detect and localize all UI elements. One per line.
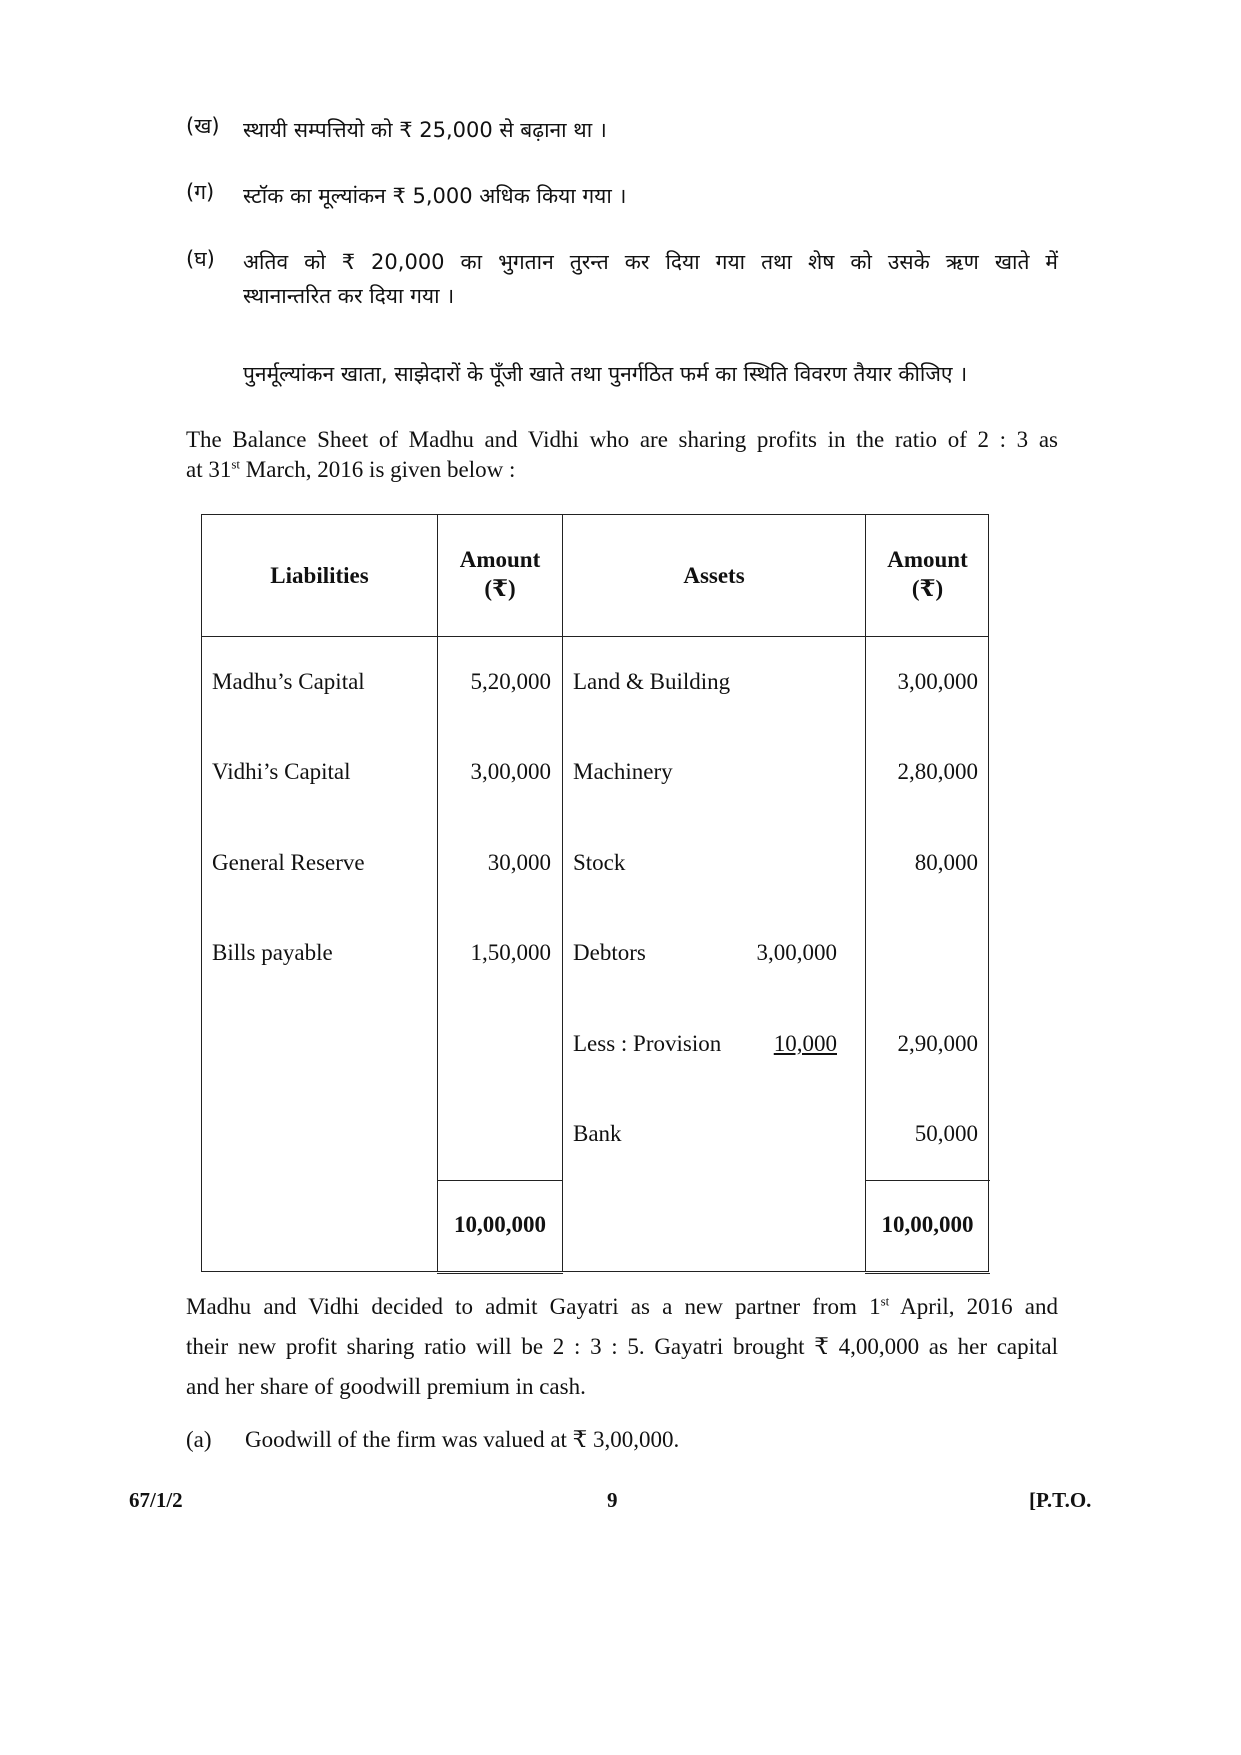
intro-text: at 31: [186, 457, 232, 482]
header-assets: Assets: [683, 563, 745, 588]
header-amount-left: [438, 545, 562, 603]
header-divider: [202, 636, 988, 637]
asset-amount: 3,00,000: [897, 669, 978, 694]
header-currency: (₹): [484, 576, 516, 601]
header-liabilities: Liabilities: [270, 563, 369, 588]
hindi-item-gha: [0, 245, 1241, 325]
header-currency: (₹): [911, 576, 944, 601]
asset-sub-amount: 3,00,000: [756, 940, 837, 965]
paragraph-line: [186, 1287, 1058, 1327]
paragraph-line: their new profit sharing ratio will be 2 : 3 : 5. Gayatri brought ₹ 4,00,000 as her capital: [186, 1334, 1058, 1359]
item-label: (ख): [186, 114, 220, 138]
header-amount-right: [866, 545, 989, 603]
asset-name: Stock: [573, 850, 626, 875]
header-amount-label: Amount: [887, 547, 968, 572]
column-divider: [865, 515, 866, 1271]
asset-sub-amount: 10,000: [773, 1031, 837, 1056]
superscript: st: [880, 1293, 890, 1309]
hindi-instruction: पुनर्मूल्यांकन खाता, साझेदारों के पूँजी खाते तथा पुनर्गठित फर्म का स्थिति विवरण तैयार कीजिए ।: [243, 362, 968, 386]
liability-name: Bills payable: [212, 940, 333, 965]
item-text: स्थायी सम्पत्तियो को ₹ 25,000 से बढ़ाना था ।: [243, 118, 607, 142]
column-divider: [437, 515, 438, 1271]
point-a: [0, 1427, 1241, 1463]
asset-amount: 2,80,000: [897, 759, 978, 784]
pto-label: [P.T.O.: [1029, 1488, 1092, 1512]
hindi-item-ga: [0, 178, 1241, 218]
paragraph-text: April, 2016 and: [889, 1294, 1058, 1319]
intro-line: The Balance Sheet of Madhu and Vidhi who are sharing profits in the ratio of 2 : 3 as: [186, 427, 1058, 452]
header-amount-label: Amount: [459, 547, 541, 572]
item-text: [243, 245, 1058, 313]
paragraph-line: and her share of goodwill premium in cash.: [186, 1374, 586, 1399]
liability-amount: 30,000: [487, 850, 551, 875]
intro-paragraph: [186, 425, 1058, 485]
balance-sheet-table: [201, 514, 989, 1272]
item-text: स्टॉक का मूल्यांकन ₹ 5,000 अधिक किया गया ।: [243, 184, 627, 208]
point-label: (a): [186, 1427, 212, 1452]
liability-name: General Reserve: [212, 850, 365, 875]
item-label: (घ): [186, 247, 215, 271]
liability-name: Madhu’s Capital: [212, 669, 365, 694]
liability-name: Vidhi’s Capital: [212, 759, 351, 784]
asset-amount: 2,90,000: [897, 1031, 978, 1056]
item-text-line: अतिव को ₹ 20,000 का भुगतान तुरन्त कर दिया गया तथा शेष को उसके ऋण खाते में: [243, 250, 1058, 274]
liability-amount: 1,50,000: [470, 940, 551, 965]
admission-paragraph: [186, 1287, 1058, 1407]
asset-name: Less : Provision: [573, 1031, 722, 1056]
total-left: 10,00,000: [454, 1212, 546, 1237]
liability-amount: 3,00,000: [470, 759, 551, 784]
page-number: 9: [607, 1488, 618, 1512]
intro-line: [186, 455, 1058, 485]
superscript: st: [231, 456, 241, 472]
asset-name: Land & Building: [573, 669, 731, 694]
asset-amount: 50,000: [914, 1121, 978, 1146]
asset-amount: 80,000: [914, 850, 978, 875]
asset-name: Bank: [573, 1121, 622, 1146]
point-text: Goodwill of the firm was valued at ₹ 3,00,000.: [245, 1427, 680, 1452]
paragraph-text: Madhu and Vidhi decided to admit Gayatri as a new partner from 1: [186, 1294, 881, 1319]
intro-text: March, 2016 is given below :: [240, 457, 516, 482]
item-label: (ग): [186, 180, 215, 204]
paper-code: 67/1/2: [129, 1488, 183, 1512]
hindi-item-kha: [0, 112, 1241, 152]
asset-name: Debtors: [573, 940, 646, 965]
total-right: 10,00,000: [881, 1212, 974, 1237]
column-divider: [562, 515, 563, 1271]
asset-name: Machinery: [573, 759, 673, 784]
liability-amount: 5,20,000: [470, 669, 551, 694]
item-text-line: स्थानान्तरित कर दिया गया ।: [243, 284, 455, 308]
